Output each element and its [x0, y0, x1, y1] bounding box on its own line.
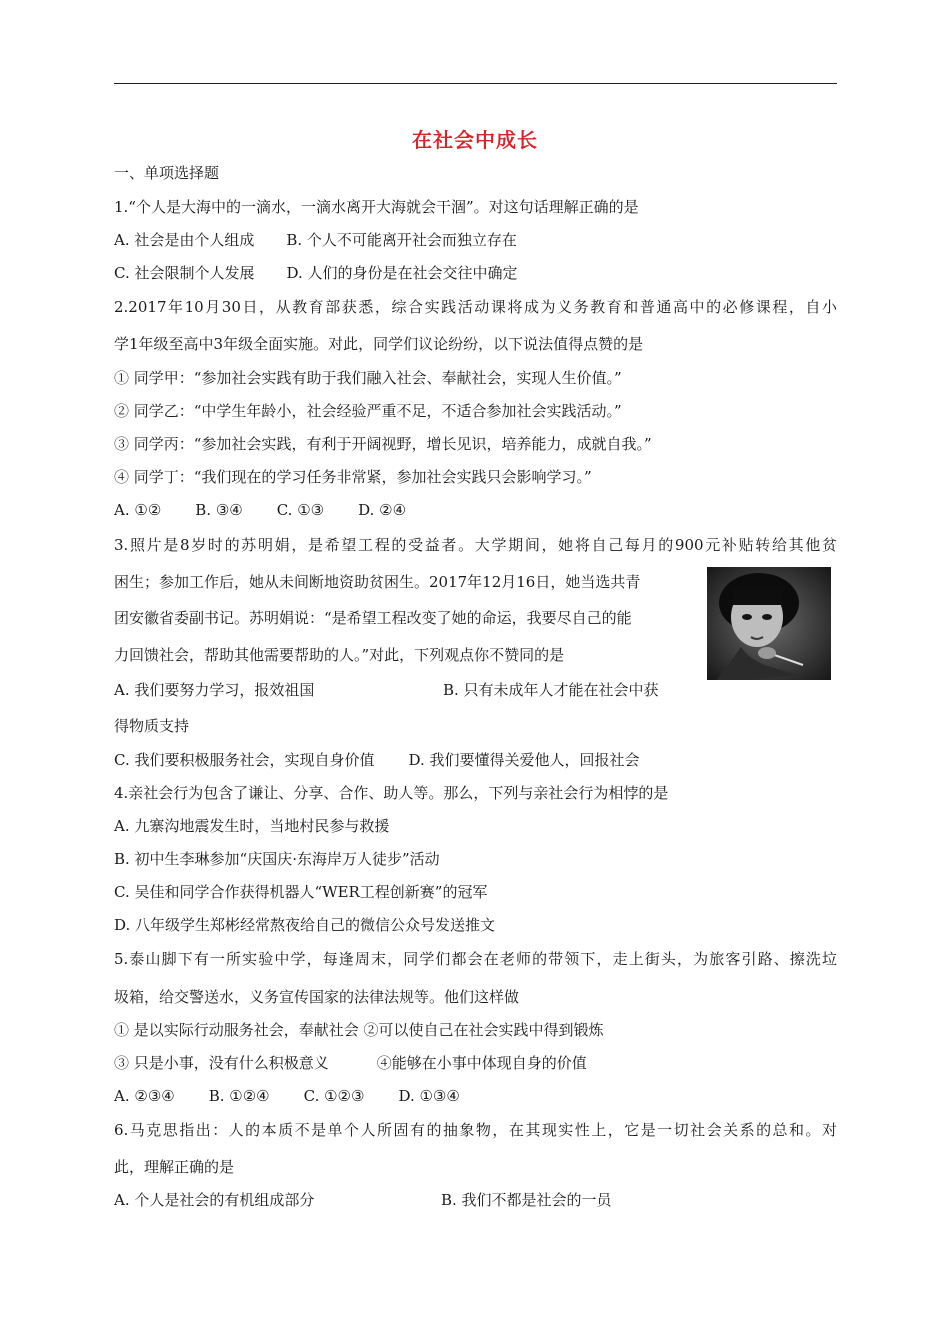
- q5-option-a[interactable]: A. ②③④: [114, 1087, 175, 1105]
- q5-statement-4: ④能够在小事中体现自身的价值: [376, 1054, 587, 1072]
- q3-stem-line3: 团安徽省委副书记。苏明娟说：“是希望工程改变了她的命运，我要尽自己的能: [114, 609, 632, 627]
- q1-options-cd: [114, 263, 518, 283]
- q5-statement-3: ③ 只是小事，没有什么积极意义: [114, 1054, 329, 1072]
- q3-option-c[interactable]: C. 我们要积极服务社会，实现自身价值: [114, 751, 375, 769]
- q3-option-b-line2: 得物质支持: [114, 717, 190, 735]
- q1-option-b[interactable]: B. 个人不可能离开社会而独立存在: [286, 231, 517, 249]
- q2-statement-4: ④ 同学丁：“我们现在的学习任务非常紧，参加社会实践只会影响学习。”: [114, 468, 592, 486]
- q5-option-c[interactable]: C. ①②③: [303, 1087, 365, 1105]
- q5-stem-line1: 5.泰山脚下有一所实验中学，每逢周末，同学们都会在老师的带领下，走上街头，为旅客引路、擦洗垃: [114, 950, 837, 968]
- q2-stem-line1: 2.2017年10月30日，从教育部获悉，综合实践活动课将成为义务教育和普通高中的必修课程，自小: [114, 298, 837, 316]
- q3-stem-line1: 3.照片是8岁时的苏明娟，是希望工程的受益者。大学期间，她将自己每月的900元补贴转给其他贫: [114, 536, 837, 554]
- q3-stem-line2: 困生；参加工作后，她从未间断地资助贫困生。2017年12月16日，她当选共青: [114, 573, 641, 591]
- q2-statement-1: ① 同学甲：“参加社会实践有助于我们融入社会、奉献社会，实现人生价值。”: [114, 369, 622, 387]
- q6-option-a[interactable]: A. 个人是社会的有机组成部分: [114, 1191, 315, 1209]
- q4-option-c[interactable]: C. 吴佳和同学合作获得机器人“WER工程创新赛”的冠军: [114, 883, 488, 901]
- q5-stem-line2: 圾箱，给交警送水，义务宣传国家的法律法规等。他们这样做: [114, 988, 520, 1006]
- q3-option-a-row: [114, 680, 314, 700]
- q2-statement-2: ② 同学乙：“中学生年龄小，社会经验严重不足，不适合参加社会实践活动。”: [114, 402, 622, 420]
- header-rule: [114, 83, 837, 84]
- q6-stem-line2: 此，理解正确的是: [114, 1158, 235, 1176]
- q2-statement-3: ③ 同学丙：“参加社会实践，有利于开阔视野，增长见识，培养能力，成就自我。”: [114, 435, 652, 453]
- q4-option-d[interactable]: D. 八年级学生郑彬经常熬夜给自己的微信公众号发送推文: [114, 916, 496, 934]
- q1-option-d[interactable]: D. 人们的身份是在社会交往中确定: [286, 264, 518, 282]
- q2-option-d[interactable]: D. ②④: [358, 501, 407, 519]
- q3-option-b-line1[interactable]: B. 只有未成年人才能在社会中获: [443, 681, 659, 699]
- q3-stem-line4: 力回馈社会，帮助其他需要帮助的人。”对此，下列观点你不赞同的是: [114, 646, 565, 664]
- q5-option-d[interactable]: D. ①③④: [398, 1087, 460, 1105]
- q6-stem-line1: 6.马克思指出：人的本质不是单个人所固有的抽象物，在其现实性上，它是一切社会关系的总和。对: [114, 1121, 837, 1139]
- q2-option-a[interactable]: A. ①②: [114, 501, 162, 519]
- q5-statements-12: ① 是以实际行动服务社会，奉献社会 ②可以使自己在社会实践中得到锻炼: [114, 1021, 604, 1039]
- q6-option-b[interactable]: B. 我们不都是社会的一员: [441, 1191, 612, 1209]
- girl-photo: [707, 567, 831, 680]
- q1-options-ab: [114, 230, 517, 250]
- q2-options: [114, 500, 406, 520]
- q1-stem: 1.“个人是大海中的一滴水，一滴水离开大海就会干涸”。对这句话理解正确的是: [114, 198, 639, 216]
- q4-option-a[interactable]: A. 九寨沟地震发生时，当地村民参与救援: [114, 817, 390, 835]
- q5-option-b[interactable]: B. ①②④: [208, 1087, 270, 1105]
- q3-option-a[interactable]: A. 我们要努力学习，报效祖国: [114, 681, 315, 699]
- q5-statements-34: [114, 1053, 587, 1073]
- q4-stem: 4.亲社会行为包含了谦让、分享、合作、助人等。那么，下列与亲社会行为相悖的是: [114, 784, 669, 802]
- page-title: 在社会中成长: [412, 128, 538, 152]
- q5-options: [114, 1086, 460, 1106]
- q1-option-c[interactable]: C. 社会限制个人发展: [114, 264, 255, 282]
- q3-options-cd: [114, 750, 640, 770]
- q1-option-a[interactable]: A. 社会是由个人组成: [114, 231, 255, 249]
- q2-option-c[interactable]: C. ①③: [276, 501, 325, 519]
- q4-option-b[interactable]: B. 初中生李琳参加“庆国庆·东海岸万人徒步”活动: [114, 850, 440, 868]
- q2-stem-line2: 学1年级至高中3年级全面实施。对此，同学们议论纷纷，以下说法值得点赞的是: [114, 335, 644, 353]
- q2-option-b[interactable]: B. ③④: [195, 501, 243, 519]
- section-heading: 一、单项选择题: [114, 164, 220, 182]
- photo-image: [707, 567, 831, 680]
- q3-option-d[interactable]: D. 我们要懂得关爱他人，回报社会: [408, 751, 640, 769]
